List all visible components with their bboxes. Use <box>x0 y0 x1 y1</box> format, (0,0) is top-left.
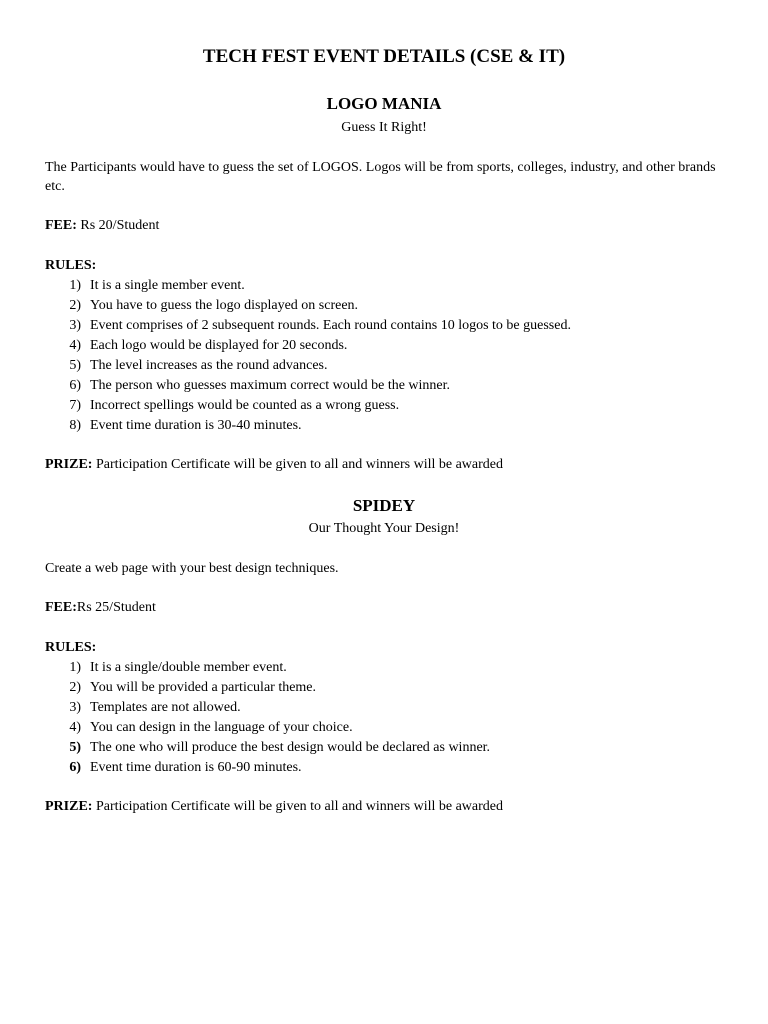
event-tagline-spidey: Our Thought Your Design! <box>308 521 460 536</box>
rule-number: 1) <box>69 278 81 293</box>
rule-item <box>0 336 740 356</box>
rule-number: 6) <box>69 760 81 775</box>
rule-text: Templates are not allowed. <box>90 700 241 715</box>
rule-text: It is a single/double member event. <box>90 660 287 675</box>
rule-text: Event time duration is 60-90 minutes. <box>90 760 302 775</box>
prize-label: PRIZE: <box>45 799 93 814</box>
rule-number: 3) <box>69 700 81 715</box>
rule-number: 5) <box>69 358 81 373</box>
rule-number: 5) <box>69 740 81 755</box>
rule-text: The level increases as the round advances. <box>90 358 328 373</box>
rule-item <box>0 758 740 778</box>
prize-value: Participation Certificate will be given to all and winners will be awarded <box>92 457 503 472</box>
rule-item <box>0 698 740 718</box>
document-title: TECH FEST EVENT DETAILS (CSE & IT) <box>202 46 566 67</box>
rule-item <box>0 376 740 396</box>
rule-number: 7) <box>69 398 81 413</box>
rule-number: 1) <box>69 660 81 675</box>
rule-item <box>0 718 740 738</box>
fee-label: FEE: <box>45 218 77 233</box>
rule-number: 6) <box>69 378 81 393</box>
rule-number: 4) <box>69 720 81 735</box>
event-fee-spidey <box>45 598 725 617</box>
rule-number: 4) <box>69 338 81 353</box>
fee-label: FEE: <box>45 600 77 615</box>
rule-item <box>0 316 740 336</box>
event-description-logo-mania: The Participants would have to guess the set of LOGOS. Logos will be from sports, colleges, industry, and other brands etc. <box>45 160 716 194</box>
prize-label: PRIZE: <box>45 457 93 472</box>
fee-value: Rs 25/Student <box>76 600 156 615</box>
event-prize-logo-mania <box>45 455 725 474</box>
event-description-spidey: Create a web page with your best design techniques. <box>45 561 339 576</box>
rule-item <box>0 738 740 758</box>
rule-text: The person who guesses maximum correct would be the winner. <box>90 378 451 393</box>
rule-item <box>0 416 740 436</box>
rule-text: You have to guess the logo displayed on screen. <box>90 298 359 313</box>
rule-item <box>0 396 740 416</box>
rule-text: It is a single member event. <box>90 278 245 293</box>
event-title-logo-mania: LOGO MANIA <box>326 94 442 113</box>
rule-text: Each logo would be displayed for 20 seconds. <box>90 338 348 353</box>
rule-text: Incorrect spellings would be counted as a wrong guess. <box>90 398 400 413</box>
rule-item <box>0 658 740 678</box>
rule-text: Event time duration is 30-40 minutes. <box>90 418 302 433</box>
rule-text: You can design in the language of your choice. <box>90 720 353 735</box>
rule-text: The one who will produce the best design would be declared as winner. <box>90 740 491 755</box>
rule-item <box>0 296 740 316</box>
rule-number: 3) <box>69 318 81 333</box>
event-prize-spidey <box>45 797 725 816</box>
rule-number: 2) <box>69 680 81 695</box>
rules-heading-spidey: RULES: <box>45 640 97 655</box>
rule-text: You will be provided a particular theme. <box>90 680 317 695</box>
rule-item <box>0 678 740 698</box>
event-tagline-logo-mania: Guess It Right! <box>341 120 427 135</box>
rules-list-spidey <box>0 658 740 778</box>
prize-value: Participation Certificate will be given to all and winners will be awarded <box>92 799 503 814</box>
rule-number: 2) <box>69 298 81 313</box>
event-title-spidey: SPIDEY <box>352 496 416 515</box>
rules-heading-logo-mania: RULES: <box>45 258 97 273</box>
rules-list-logo-mania <box>0 276 740 436</box>
rule-item <box>0 356 740 376</box>
rule-item <box>0 276 740 296</box>
rule-text: Event comprises of 2 subsequent rounds. Each round contains 10 logos to be guessed. <box>90 318 571 333</box>
event-fee-logo-mania <box>45 216 725 235</box>
rule-number: 8) <box>69 418 81 433</box>
fee-value: Rs 20/Student <box>76 218 160 233</box>
